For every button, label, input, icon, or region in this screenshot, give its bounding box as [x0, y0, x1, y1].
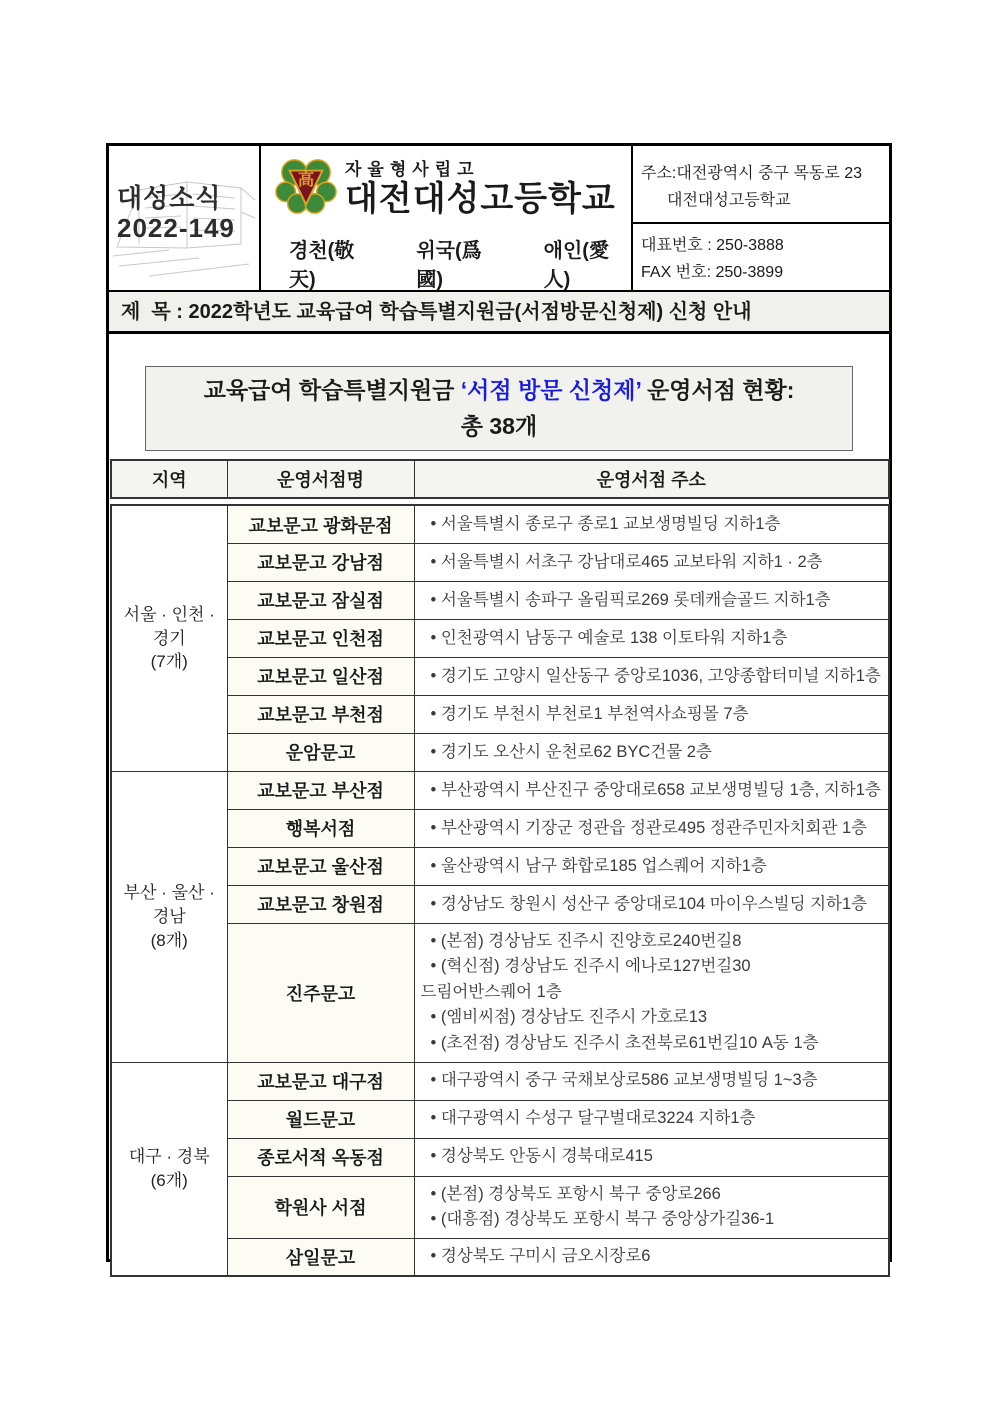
address-cell: [414, 695, 889, 733]
table-row: [111, 543, 889, 581]
store-name-cell: 행복서점: [227, 809, 414, 847]
address-line: • 서울특별시 송파구 올림픽로269 롯데캐슬골드 지하1층: [430, 590, 831, 609]
address-line-2: 대전대성고등학교: [667, 192, 791, 210]
address-line: • 경기도 부천시 부천로1 부천역사쇼핑몰 7층: [430, 704, 749, 723]
store-name-cell: 교보문고 일산점: [227, 657, 414, 695]
notice-document: [106, 143, 892, 1268]
address-line: 드림어반스퀘어 1층: [420, 982, 562, 1001]
store-name-cell: 교보문고 잠실점: [227, 581, 414, 619]
contact-block: [633, 146, 889, 290]
store-name-cell: 교보문고 인천점: [227, 619, 414, 657]
school-phone: [633, 224, 889, 290]
school-address: [633, 146, 889, 224]
address-line: • (초전점) 경상남도 진주시 초전북로61번길10 A동 1층: [430, 1034, 819, 1053]
table-row: [111, 1100, 889, 1138]
address-line: • 경상북도 구미시 금오시장로6: [430, 1247, 651, 1266]
address-line: • 경상남도 창원시 성산구 중앙대로104 마이우스빌딩 지하1층: [430, 894, 868, 913]
table-row: [111, 847, 889, 885]
table-row: [111, 1176, 889, 1238]
store-name-cell: 교보문고 울산점: [227, 847, 414, 885]
region-label-line: (6개): [150, 1170, 188, 1190]
school-motto: [289, 234, 631, 292]
address-cell: [414, 771, 889, 809]
region-cell: [111, 505, 227, 771]
address-line: • 대구광역시 중구 국채보상로586 교보생명빌딩 1~3층: [430, 1071, 818, 1090]
store-name-cell: 교보문고 대구점: [227, 1062, 414, 1100]
address-line: • (본점) 경상남도 진주시 진양호로240번길8: [430, 931, 742, 950]
store-name-cell: 월드문고: [227, 1100, 414, 1138]
summary-line-2: 총 38개: [460, 412, 538, 439]
address-cell: [414, 847, 889, 885]
motto-part: 경천(敬天): [289, 240, 355, 291]
table-row: [111, 809, 889, 847]
address-line: • (대흥점) 경상북도 포항시 북구 중앙상가길36-1: [430, 1210, 775, 1229]
svg-text:高: 高: [297, 171, 315, 190]
address-cell: [414, 733, 889, 771]
table-header: [110, 459, 890, 499]
address-cell: [414, 1062, 889, 1100]
address-cell: [414, 923, 889, 1062]
address-cell: [414, 505, 889, 543]
newsletter-title: [117, 184, 235, 244]
address-line-1: 주소:대전광역시 중구 목동로 23: [641, 165, 863, 182]
summary-box: [145, 366, 853, 451]
store-name-cell: 교보문고 강남점: [227, 543, 414, 581]
table-row: [111, 1062, 889, 1100]
school-logo-icon: [275, 156, 337, 218]
fax-line: FAX 번호: 250-3899: [641, 263, 784, 281]
table-row: [111, 1138, 889, 1176]
address-line: • (본점) 경상북도 포항시 북구 중앙로266: [430, 1184, 721, 1203]
store-name-cell: 진주문고: [227, 923, 414, 1062]
school-identity: [261, 146, 633, 290]
address-line: • 경기도 고양시 일산동구 중앙로1036, 고양종합터미널 지하1층: [430, 666, 881, 685]
newsletter-issue: 2022-149: [117, 212, 235, 243]
region-label-line: (7개): [150, 652, 188, 672]
address-cell: [414, 619, 889, 657]
summary-highlight: ‘서점 방문 신청제’: [460, 377, 642, 403]
address-line: • 서울특별시 서초구 강남대로465 교보타워 지하1 · 2층: [430, 552, 823, 571]
address-line: • 경기도 오산시 운천로62 BYC건물 2층: [430, 742, 712, 761]
table-header-cell: 지역: [111, 460, 227, 498]
table-body: [110, 504, 890, 1277]
table-row: [111, 695, 889, 733]
region-cell: [111, 1062, 227, 1276]
motto-part: 애인(愛人): [543, 240, 609, 291]
address-line: • (혁신점) 경상남도 진주시 에나로127번길30: [430, 957, 751, 976]
newsletter-block: [109, 146, 261, 290]
address-line: • 인천광역시 남동구 예술로 138 이토타워 지하1층: [430, 628, 788, 647]
region-label-line: 경남: [152, 906, 186, 926]
summary-prefix: 교육급여 학습특별지원금: [203, 377, 461, 403]
bookstore-table: [110, 459, 888, 1277]
table-header-cell: 운영서점 주소: [414, 460, 889, 498]
address-cell: [414, 809, 889, 847]
region-label-line: 부산 · 울산 ·: [123, 882, 215, 902]
table-row: [111, 619, 889, 657]
school-type-label: 자율형사립고: [345, 159, 480, 179]
store-name-cell: 교보문고 부천점: [227, 695, 414, 733]
store-name-cell: 삼일문고: [227, 1238, 414, 1276]
address-cell: [414, 1100, 889, 1138]
region-label-line: 대구 · 경북: [128, 1147, 210, 1167]
address-line: • (엠비씨점) 경상남도 진주시 가호로13: [430, 1008, 708, 1027]
store-name-cell: 교보문고 창원점: [227, 885, 414, 923]
address-cell: [414, 1176, 889, 1238]
region-label-line: (8개): [150, 930, 188, 950]
store-name-cell: 종로서적 옥동점: [227, 1138, 414, 1176]
newsletter-name: 대성소식: [117, 183, 222, 213]
store-name-cell: 운암문고: [227, 733, 414, 771]
address-line: • 부산광역시 부산진구 중앙대로658 교보생명빌딩 1층, 지하1층: [430, 780, 881, 799]
table-row: [111, 581, 889, 619]
region-label-line: 서울 · 인천 ·: [123, 604, 215, 624]
store-name-cell: 교보문고 부산점: [227, 771, 414, 809]
address-cell: [414, 1238, 889, 1276]
table-row: [111, 771, 889, 809]
phone-line: 대표번호 : 250-3888: [641, 236, 784, 254]
address-cell: [414, 581, 889, 619]
address-line: • 부산광역시 기장군 정관읍 정관로495 정관주민자치회관 1층: [430, 818, 868, 837]
region-label-line: 경기: [152, 628, 186, 648]
address-cell: [414, 1138, 889, 1176]
address-cell: [414, 657, 889, 695]
masthead: [109, 146, 889, 292]
address-line: • 서울특별시 종로구 종로1 교보생명빌딩 지하1층: [430, 514, 781, 533]
table-row: [111, 733, 889, 771]
address-line: • 경상북도 안동시 경북대로415: [430, 1147, 653, 1166]
table-row: [111, 885, 889, 923]
address-cell: [414, 885, 889, 923]
store-name-cell: 학원사 서점: [227, 1176, 414, 1238]
address-line: • 대구광역시 수성구 달구벌대로3224 지하1층: [430, 1109, 756, 1128]
summary-suffix: 운영서점 현황:: [641, 377, 795, 403]
region-cell: [111, 771, 227, 1062]
summary-line-1: [150, 373, 848, 409]
school-name: 대전대성고등학교: [345, 179, 616, 218]
table-row: [111, 505, 889, 543]
address-line: • 울산광역시 남구 화합로185 업스퀘어 지하1층: [430, 856, 767, 875]
table-row: [111, 923, 889, 1062]
table-row: [111, 1238, 889, 1276]
table-header-cell: 운영서점명: [227, 460, 414, 498]
table-row: [111, 657, 889, 695]
store-name-cell: 교보문고 광화문점: [227, 505, 414, 543]
document-title: 제 목 : 2022학년도 교육급여 학습특별지원금(서점방문신청제) 신청 안내: [109, 292, 889, 334]
address-cell: [414, 543, 889, 581]
motto-part: 위국(爲國): [416, 240, 482, 291]
